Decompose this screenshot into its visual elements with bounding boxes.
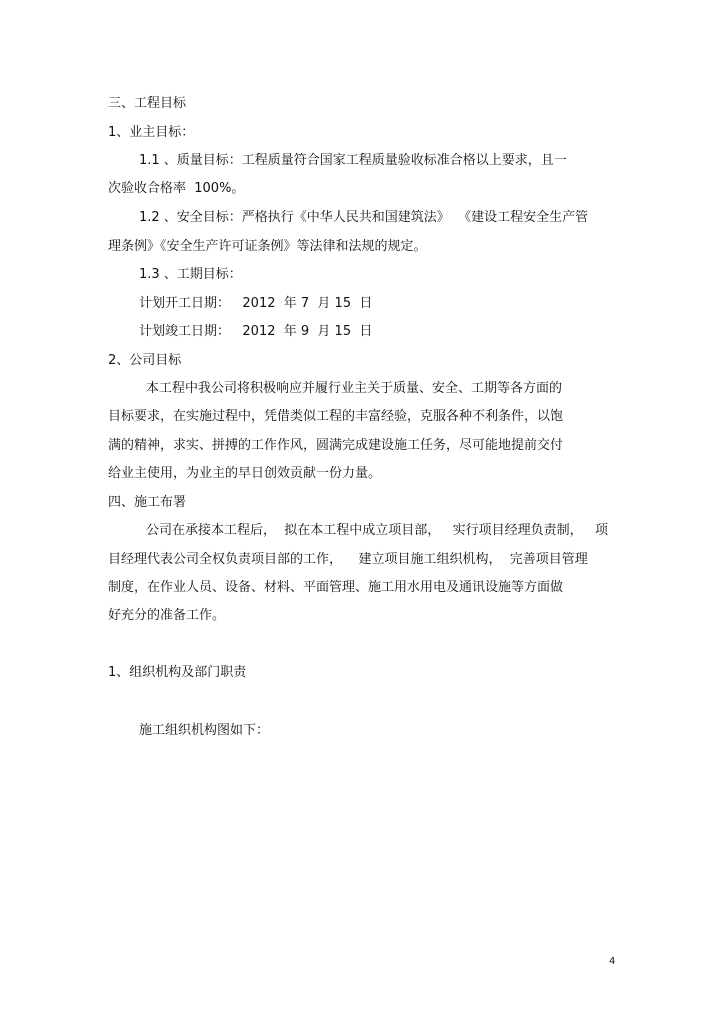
safety-goal-line-2: 理条例》《安全生产许可证条例》等法律和法规的规定。 — [108, 239, 427, 254]
owner-goals-heading: 1、业主目标： — [108, 125, 195, 140]
layout-paragraph-line-4: 好充分的准备工作。 — [108, 608, 226, 623]
quality-goal-line-2: 次验收合格率 100%。 — [108, 181, 245, 196]
company-goals-line-1: 本工程中我公司将积极响应并履行业主关于质量、安全、工期等各方面的 — [146, 381, 563, 396]
company-goals-line-2: 目标要求，在实施过程中，凭借类似工程的丰富经验，克服各种不利条件，以饱 — [108, 409, 564, 424]
layout-paragraph-line-2: 目经理代表公司全权负责项目部的工作， 建立项目施工组织机构， 完善项目管理 — [108, 552, 588, 567]
planned-start-date: 计划开工日期： 2012 年 7 月 15 日 — [139, 296, 373, 311]
safety-goal-line-1: 1.2 、安全目标：严格执行《中华人民共和国建筑法》 《建设工程安全生产管 — [139, 210, 589, 225]
org-chart-intro: 施工组织机构图如下： — [139, 723, 270, 738]
quality-goal-line-1: 1.1 、质量目标：工程质量符合国家工程质量验收标准合格以上要求，且一 — [139, 153, 567, 168]
company-goals-heading: 2、公司目标 — [108, 353, 182, 368]
section-heading-construction-layout: 四、施工布署 — [108, 495, 187, 510]
org-structure-heading: 1、组织机构及部门职责 — [108, 665, 247, 680]
page-number: 4 — [609, 956, 616, 967]
company-goals-line-3: 满的精神，求实、拼搏的工作作风，圆满完成建设施工任务，尽可能地提前交付 — [108, 438, 564, 453]
section-heading-engineering-goals: 三、工程目标 — [108, 96, 187, 111]
planned-completion-date: 计划竣工日期： 2012 年 9 月 15 日 — [139, 324, 373, 339]
layout-paragraph-line-1: 公司在承接本工程后， 拟在本工程中成立项目部， 实行项目经理负责制， 项 — [146, 523, 609, 538]
schedule-goal-heading: 1.3 、工期目标： — [139, 267, 242, 282]
company-goals-line-4: 给业主使用，为业主的早日创效贡献一份力量。 — [108, 466, 382, 481]
layout-paragraph-line-3: 制度，在作业人员、设备、材料、平面管理、施工用水用电及通讯设施等方面做 — [108, 580, 564, 595]
